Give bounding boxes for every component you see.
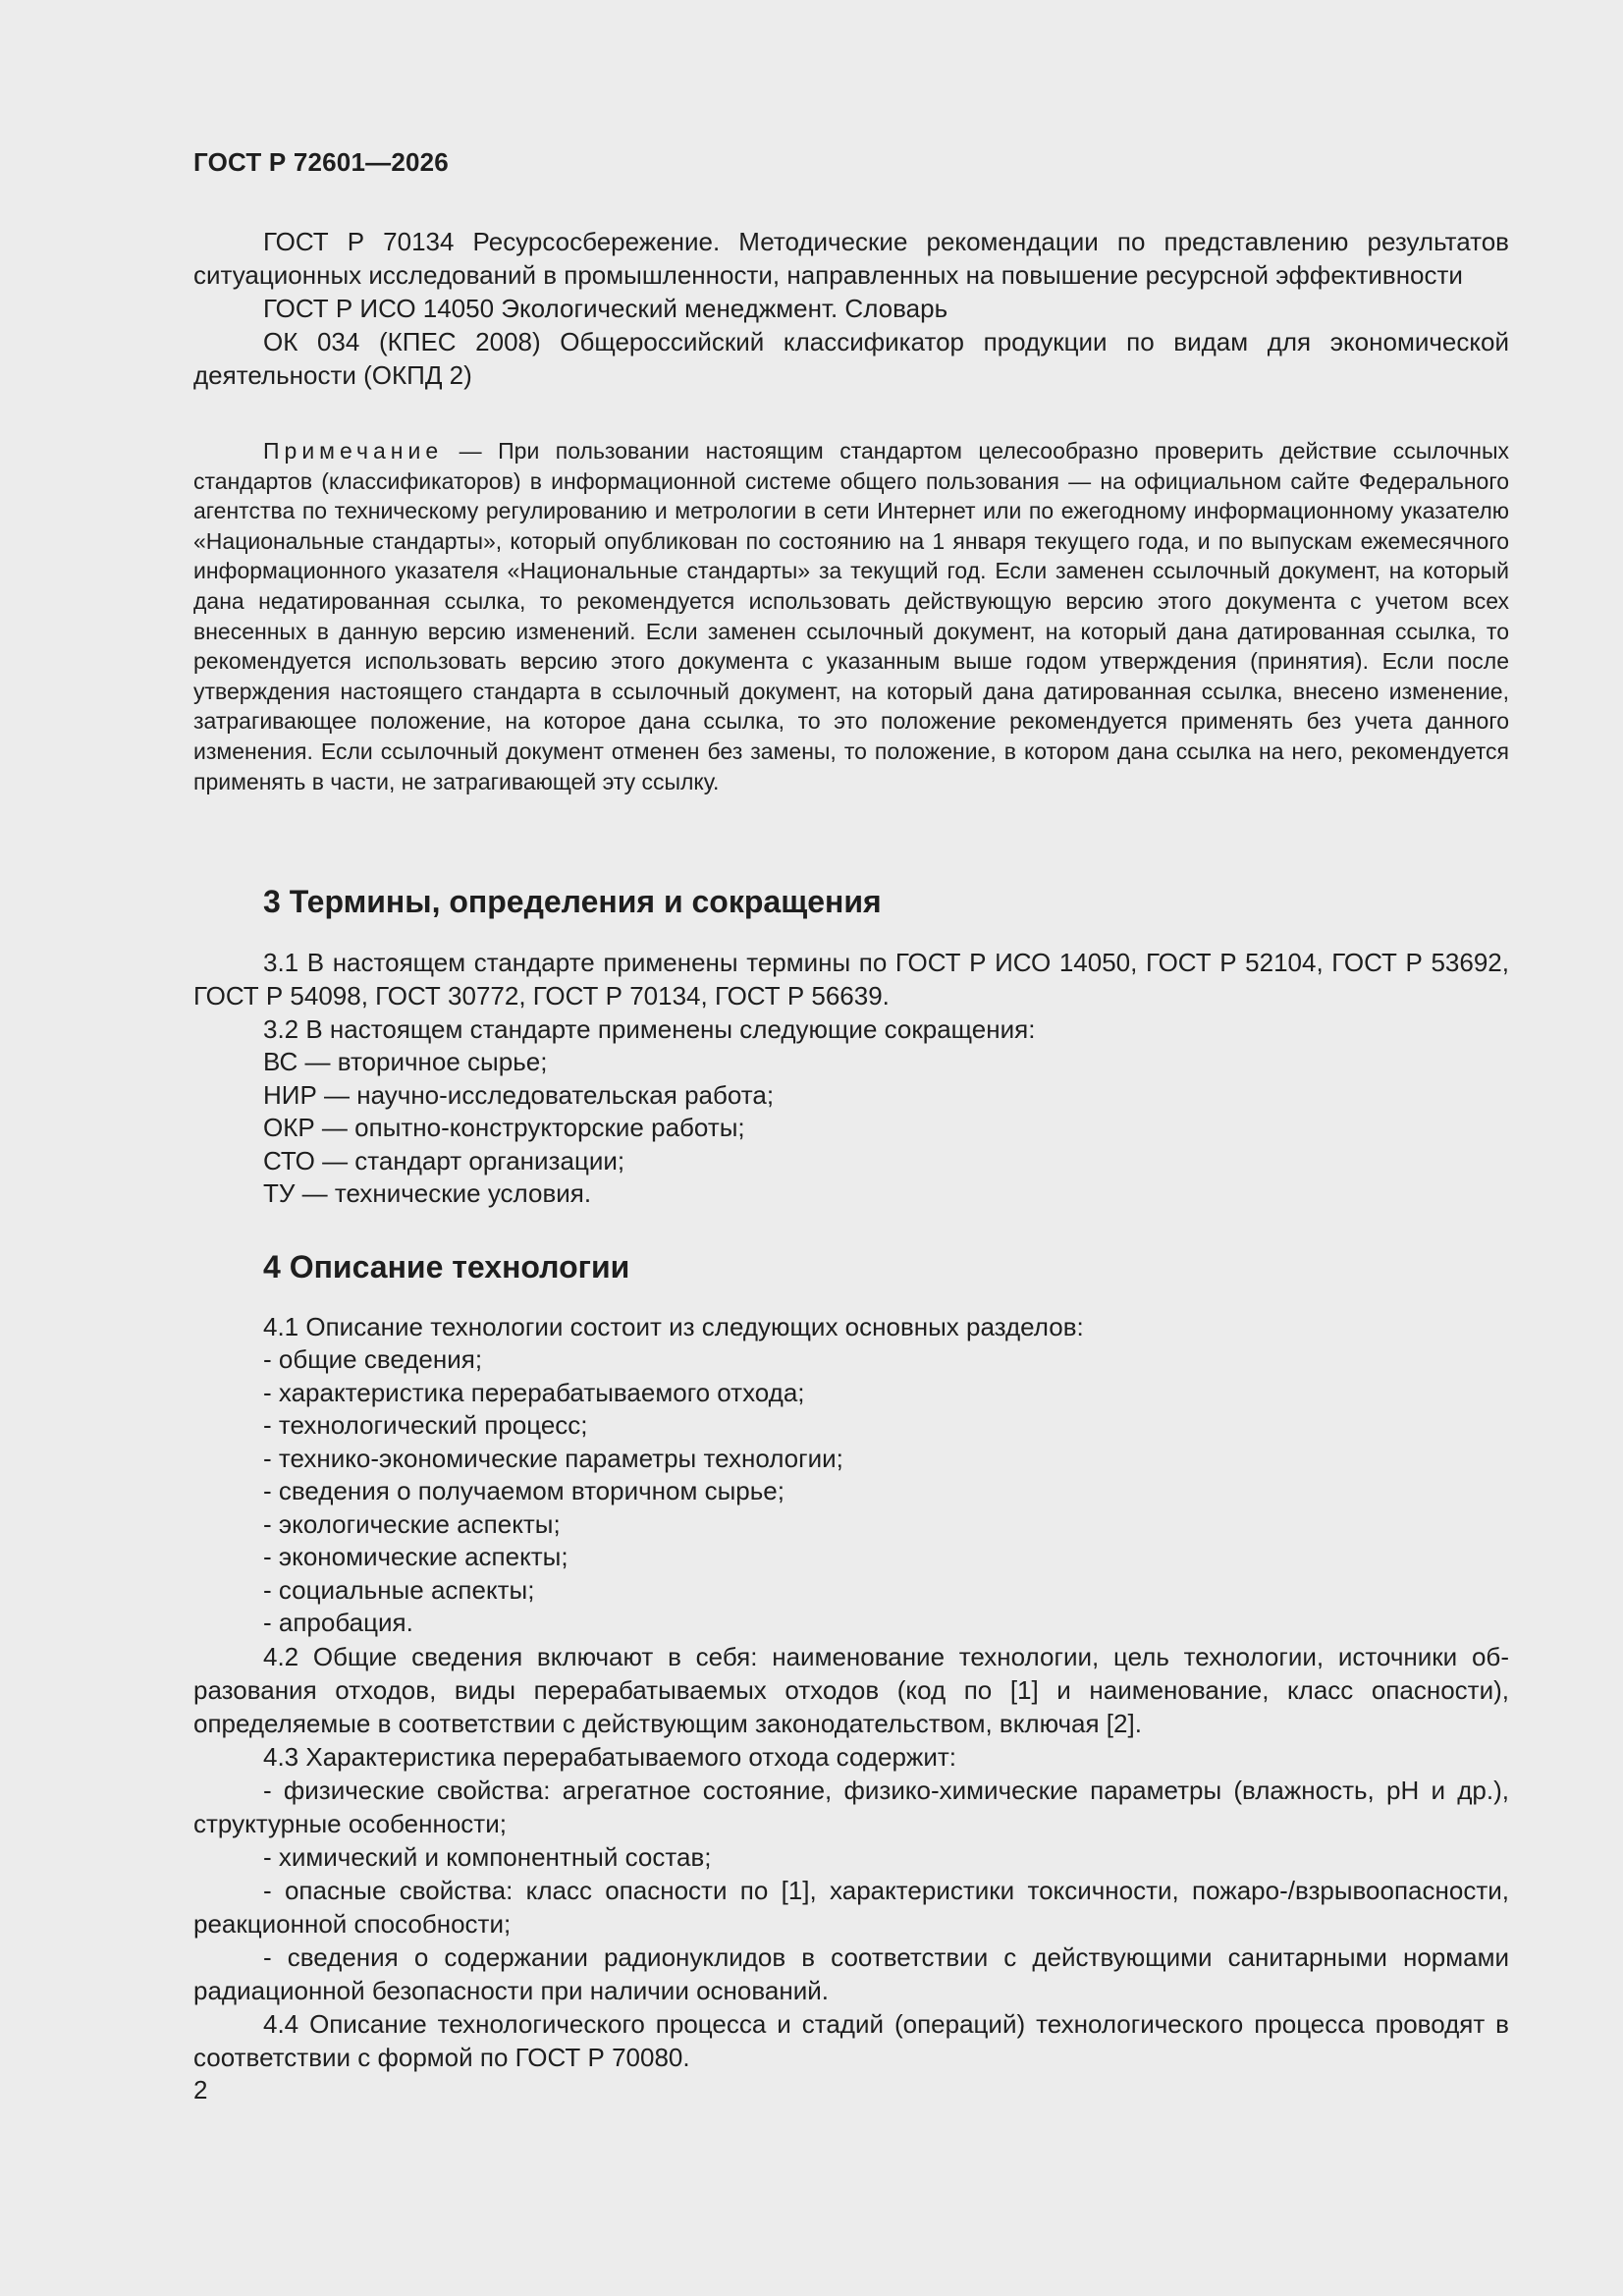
references-list <box>193 225 1509 392</box>
paragraph-4-4: 4.4 Описание технологического процесса и стадий (операций) технологического процесса проводят в соответствии с формой по ГОСТ Р 70080. <box>193 2008 1509 2072</box>
abbreviation-item: ТУ — технические условия. <box>263 1178 592 1208</box>
paragraph-3-2: 3.2 В настоящем стандарте применены следующие сокращения: <box>263 1014 1036 1044</box>
note-text: — При пользовании настоящим стандартом целесообразно проверить действие ссылочных стандартов (классификаторов) в информационной системе общего пользования — на официальном сайте Федерального агентства по техническому регулированию и метрологии в сети Интернет или по ежегодному информационному указателю «Национальные стандарты», который опубликован по состоянию на 1 января текущего года, и по выпускам ежемесячного информационного указателя «Национальные стандарты» за текущий год. Если заменен ссылочный документ, на который дана недатированная ссылка, то рекомендуется использовать действующую версию этого документа с учетом всех внесенных в данную версию изменений. Если заменен ссылочный документ, на который дана датированная ссылка, то рекомендуется использовать версию этого документа с указанным выше годом утверждения (принятия). Если после утверждения настоящего стандарта в ссылочный документ, на который дана датированная ссылка, внесено изменение, затрагивающее положение, на которое дана ссылка, то это положение рекомендуется применять без учета данного изменения. Если ссылочный документ отменен без замены, то положение, в котором дана ссылка на него, рекомендуется применять в части, не затрагивающей эту ссылку. <box>193 438 1509 794</box>
document-page <box>193 0 1509 2296</box>
list-item: - технологический процесс; <box>263 1410 588 1440</box>
section-4-body <box>193 1310 1509 2074</box>
list-item: - технико-экономические параметры технологии; <box>263 1443 843 1473</box>
reference-item: ГОСТ Р 70134 Ресурсосбережение. Методические рекомендации по представлению результатов ситуационных исследований в промышленности, направленных на повышение ресурсной эффективности <box>193 227 1509 290</box>
abbreviation-item: ОКР — опытно-конструкторские работы; <box>263 1113 745 1142</box>
abbreviation-item: НИР — научно-исследовательская работа; <box>263 1079 775 1110</box>
paragraph-4-1: 4.1 Описание технологии состоит из следующих основных разделов: <box>263 1312 1084 1341</box>
reference-item: ГОСТ Р ИСО 14050 Экологический менеджмент. Словарь <box>263 294 948 323</box>
document-header: ГОСТ Р 72601—2026 <box>193 147 449 177</box>
list-item: - экологические аспекты; <box>263 1508 561 1539</box>
note-block <box>193 436 1509 796</box>
note-label: Примечание <box>263 438 444 464</box>
paragraph-3-1: 3.1 В настоящем стандарте применены термины по ГОСТ Р ИСО 14050, ГОСТ Р 52104, ГОСТ Р 53692, ГОСТ Р 54098, ГОСТ 30772, ГОСТ Р 70134, ГОСТ Р 56639. <box>193 948 1509 1011</box>
paragraph-4-2: 4.2 Общие сведения включают в себя: наименование технологии, цель технологии, источники образования отходов, виды перерабатываемых отходов (код по [1] и наименование, класс опасности), определяемые в соответствии с действующим законодательством, включая [2]. <box>193 1641 1509 1738</box>
page-number: 2 <box>193 2075 208 2105</box>
abbreviation-item: ВС — вторичное сырье; <box>263 1047 548 1076</box>
list-item: - сведения о получаемом вторичном сырье; <box>263 1476 784 1505</box>
waste-property-item: - сведения о содержании радионуклидов в соответствии с действующими санитарными нормами радиационной безопасности при наличии оснований. <box>193 1941 1509 2005</box>
waste-property-item: - физические свойства: агрегатное состояние, физико-химические параметры (влажность, рН и др.), структурные особенности; <box>193 1775 1509 1838</box>
section-4-heading: 4 Описание технологии <box>263 1249 630 1285</box>
list-item: - апробация. <box>263 1608 413 1637</box>
section-3-body <box>193 946 1509 1211</box>
paragraph-4-3: 4.3 Характеристика перерабатываемого отхода содержит: <box>263 1741 956 1772</box>
reference-item: ОК 034 (КПЕС 2008) Общероссийский классификатор продукции по видам для экономической деятельности (ОКПД 2) <box>193 327 1509 390</box>
waste-property-item: - химический и компонентный состав; <box>263 1841 712 1872</box>
list-item: - характеристика перерабатываемого отхода; <box>263 1377 805 1407</box>
waste-property-item: - опасные свойства: класс опасности по [1], характеристики токсичности, пожаро-/взрывоопасности, реакционной способности; <box>193 1875 1509 1939</box>
technology-sections-list <box>193 1343 1509 1640</box>
list-item: - экономические аспекты; <box>263 1542 568 1571</box>
abbreviation-item: СТО — стандарт организации; <box>263 1145 625 1175</box>
list-item: - общие сведения; <box>263 1344 483 1374</box>
section-3-heading: 3 Термины, определения и сокращения <box>263 884 882 919</box>
list-item: - социальные аспекты; <box>263 1574 535 1605</box>
note-paragraph <box>193 436 1509 796</box>
abbreviation-list <box>193 1046 1509 1211</box>
